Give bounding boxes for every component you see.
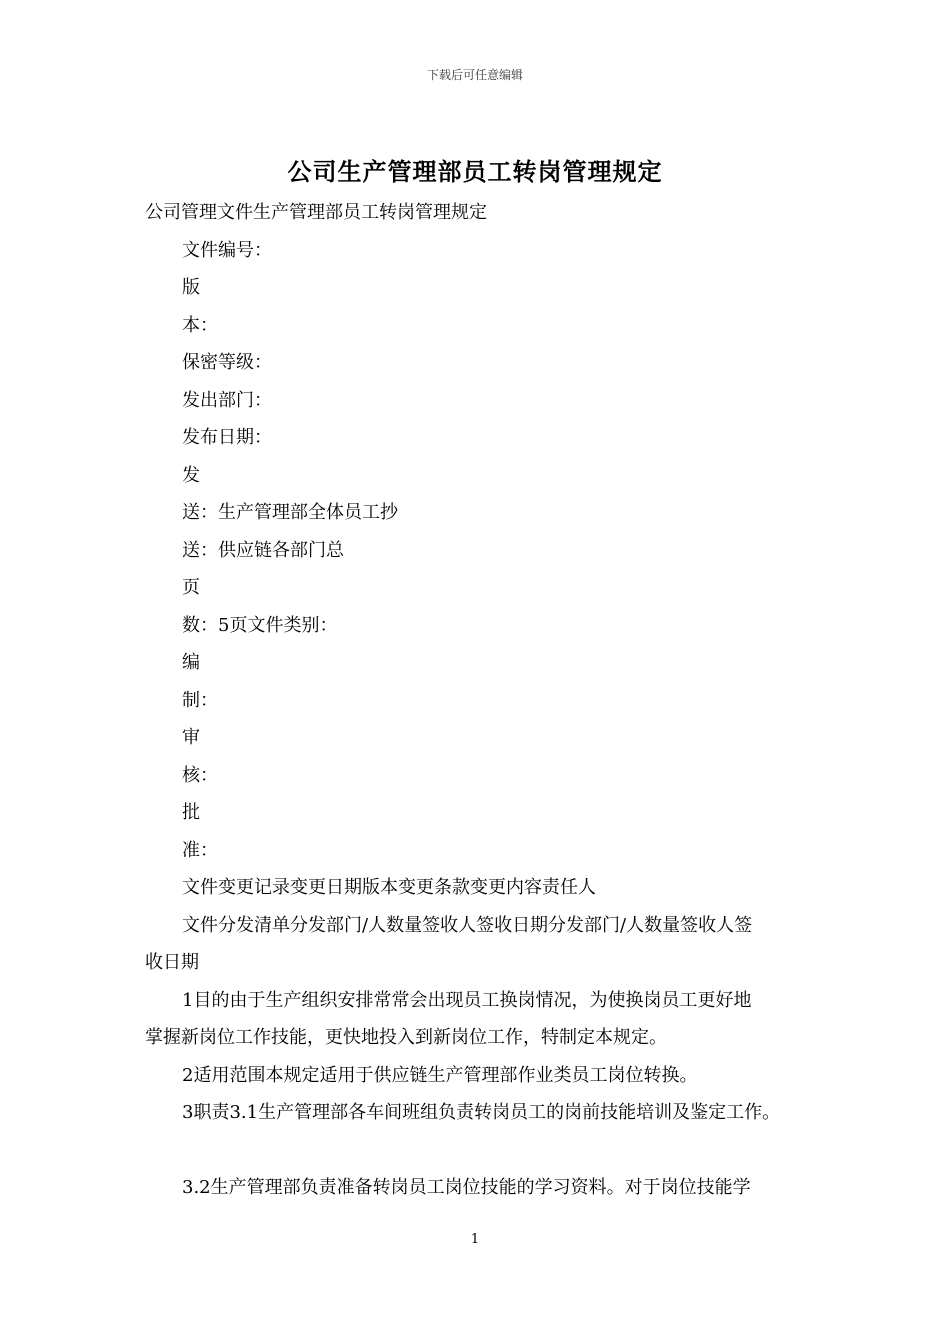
body-line-release-date: 发布日期： [182,427,272,448]
body-line-purpose: 1目的由于生产组织安排常常会出现员工换岗情况，为使换岗员工更好地 [182,989,752,1011]
body-line-send-a: 发 [182,464,200,486]
body-line-distribution-list-cont: 收日期 [145,952,199,973]
body-line-file-number: 文件编号： [182,239,272,261]
body-line-reviewed-a: 审 [182,727,200,748]
body-line-prepared-a: 编 [182,652,200,673]
body-line-approved-a: 批 [182,802,200,823]
body-line-duties-3-2: 3.2生产管理部负责准备转岗员工岗位技能的学习资料。对于岗位技能学 [182,1177,751,1198]
body-line-send-c: 送：供应链各部门总 [182,539,344,561]
body-line-purpose-cont: 掌握新岗位工作技能，更快地投入到新岗位工作，特制定本规定。 [145,1027,667,1048]
body-line-send-b: 送：生产管理部全体员工抄 [182,502,398,523]
body-line-blank [145,1132,815,1170]
body-line-version-a: 版 [182,277,200,298]
body-line-scope: 2适用范围本规定适用于供应链生产管理部作业类员工岗位转换。 [182,1064,698,1086]
document-title: 公司生产管理部员工转岗管理规定 [287,157,663,186]
body-line-pages-a: 页 [182,577,200,598]
body-line-prepared-b: 制： [182,689,218,711]
body-line-security-level: 保密等级： [182,352,272,373]
page-number: 1 [470,1232,480,1247]
body-line-distribution-list: 文件分发清单分发部门/人数量签收人签收日期分发部门/人数量签收人签 [182,914,753,936]
body-line-change-record: 文件变更记录变更日期版本变更条款变更内容责任人 [182,877,596,898]
body-line-pages-b: 数：5页文件类别： [182,614,338,636]
document-body [145,194,815,1207]
body-line-issuing-dept: 发出部门： [182,389,272,411]
body-line-approved-b: 准： [182,839,218,861]
body-line-reviewed-b: 核： [182,764,218,786]
body-line-version-b: 本： [182,314,218,336]
page-header-note: 下载后可任意编辑 [426,68,523,82]
body-line-duties-3-1: 3职责3.1生产管理部各车间班组负责转岗员工的岗前技能培训及鉴定工作。 [182,1102,781,1123]
body-line-subtitle: 公司管理文件生产管理部员工转岗管理规定 [145,202,487,223]
